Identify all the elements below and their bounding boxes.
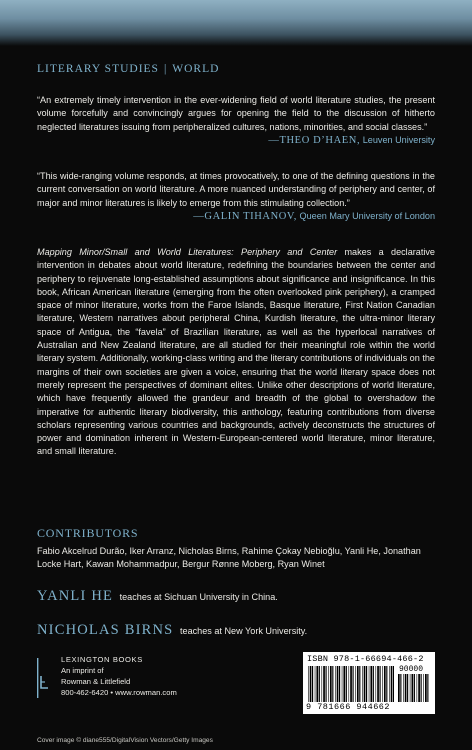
barcode-bar [350,666,352,702]
barcode-bar [323,666,325,702]
book-description [37,246,435,459]
publisher-imprint: An imprint of [61,666,104,675]
author-1-bio: teaches at Sichuan University in China. [119,592,278,602]
barcode-bar [412,674,414,702]
barcode-bar [417,674,418,702]
barcode-bar [342,666,343,702]
ean-barcode-bars [308,666,394,702]
barcode-bar [407,674,408,702]
barcode-bar [332,666,333,702]
barcode-bar [382,666,383,702]
blurb-1-attribution [37,134,435,147]
barcode-bar [400,674,401,702]
barcode-bar [328,666,329,702]
barcode-bar [377,666,379,702]
barcode-bar [337,666,339,702]
barcode-bar [389,666,390,702]
author-2 [37,622,457,639]
series-separator: | [163,63,168,75]
barcode-bar [384,666,386,702]
add-on-barcode-bars [398,674,430,702]
barcode-bar [330,666,332,702]
barcode-bar [355,666,356,702]
barcode-bar [343,666,345,702]
barcode-bar [362,666,363,702]
barcode-bar [403,674,404,702]
barcode-bar [349,666,350,702]
barcode-bar [369,666,370,702]
barcode-bar [364,666,366,702]
contributors-heading: CONTRIBUTORS [37,526,139,540]
series-left: LITERARY STUDIES [37,63,159,75]
series-label [37,63,219,75]
author-2-name: NICHOLAS BIRNS [37,622,174,638]
publisher-contact: 800-462-6420 • www.rowman.com [61,688,177,697]
barcode-bar [391,666,393,702]
barcode-bar [316,666,318,702]
ean-digits: 9 781666 944662 [306,702,391,712]
barcode-bar [398,674,400,702]
barcode-bar [319,666,320,702]
publisher-logo-icon [37,658,51,698]
barcode-bar [312,666,313,702]
contributors-list: Fabio Akcelrud Durão, Iker Arranz, Nicholas Birns, Rahime Çokay Nebioğlu, Yanli He, Jonathan Locke Hart, Kawan Mohammadpur, Bergur Rønne Moberg, Ryan Winet [37,546,421,570]
barcode-bar [346,666,347,702]
blurb-2 [37,170,435,223]
barcode-bar [421,674,422,702]
blurb-1-text: “An extremely timely intervention in the ever-widening field of world literature studies, the present volume forcefully and convincingly argues for opening the field to the discussion of hitherto neglected literatures issuing from peripheralized cultures, nations, minorities, and social classes.” [37,95,435,132]
publisher-block [37,654,207,700]
barcode-bar [376,666,377,702]
author-2-bio: teaches at New York University. [179,626,308,636]
barcode-bar [353,666,354,702]
barcode-bar [418,674,420,702]
barcode-bar [335,666,336,702]
barcode-bar [425,674,427,702]
barcode-bar [410,674,411,702]
top-color-band [0,0,472,46]
barcode-bar [373,666,374,702]
barcode-bar [357,666,359,702]
barcode-bar [370,666,372,702]
barcode-bar [423,674,424,702]
barcode [303,652,435,714]
blurb-2-attribution [37,210,435,223]
publisher-parent: Rowman & Littlefield [61,677,131,686]
book-title: Mapping Minor/Small and World Literatures: Periphery and Center [37,247,338,257]
blurb-2-text: “This wide-ranging volume responds, at times provocatively, to one of the defining questions in the current conversation on world literature. A more nuanced understanding of periphery and center, of major and minor literatures is likely to emerge from this stimulating collection.” [37,171,435,208]
series-right: WORLD [172,63,220,75]
isbn-number: ISBN 978-1-66694-466-2 [307,654,424,664]
author-1 [37,588,457,605]
blurb-1-name: —THEO D’HAEN, [268,134,361,146]
blurb-1-affiliation: Leuven University [362,134,435,145]
price-add-on: 90000 [399,665,424,674]
author-1-name: YANLI HE [37,588,114,604]
barcode-bar [310,666,312,702]
publisher-name: LEXINGTON BOOKS [61,655,143,664]
cover-image-credit: Cover image © diane555/DigitalVision Vectors/Getty Images [37,737,213,744]
publisher-text [61,654,177,698]
barcode-bar [359,666,360,702]
description-text: makes a declarative intervention in debates about world literature, redefining the boundaries between the center and periphery to rejuvenate long-established assumptions about significance and insignificance. In this book, African American literature (emerging from the often overlooked pink periphery), a cramped space of minor literature, works from the Faroe Islands, Basque literature, First Nation Canadian literature, Western narratives about peripheral China, Kurdish literature, the ultra-minor literary space of Antigua, the “favela” of Brazilian literature, as well as the hyperlocal narratives of Australian and New Zealand literature, are all studied for their meaningful role within the world literary system. Additionally, working-class writing and the literary contributions of individuals on the margins of their own societies are given a voice, ensuring that the world literary space does not merely represent the perspectives of dominant elites. Unlike other descriptions of world literature, which have frequently allowed the grandeur and breadth of the global to overshadow the imperative for authentic literary biodiversity, this anthology, featuring contributions from diverse scholars representing various countries and backgrounds, actively deconstructs the structures of power and domination inherent in Western-European-centered world literature, minor literature, and small literature. [37,247,435,457]
barcode-bar [380,666,381,702]
barcode-bar [414,674,415,702]
blurb-2-affiliation: Queen Mary University of London [299,210,435,221]
barcode-bar [322,666,323,702]
barcode-bar [308,666,309,702]
barcode-bar [386,666,387,702]
barcode-bar [427,674,428,702]
barcode-bar [339,666,340,702]
barcode-bar [366,666,367,702]
barcode-bar [405,674,407,702]
barcode-bar [315,666,316,702]
barcode-bar [393,666,394,702]
blurb-1 [37,94,435,147]
barcode-bar [326,666,327,702]
blurb-2-name: —GALIN TIHANOV, [193,210,297,222]
